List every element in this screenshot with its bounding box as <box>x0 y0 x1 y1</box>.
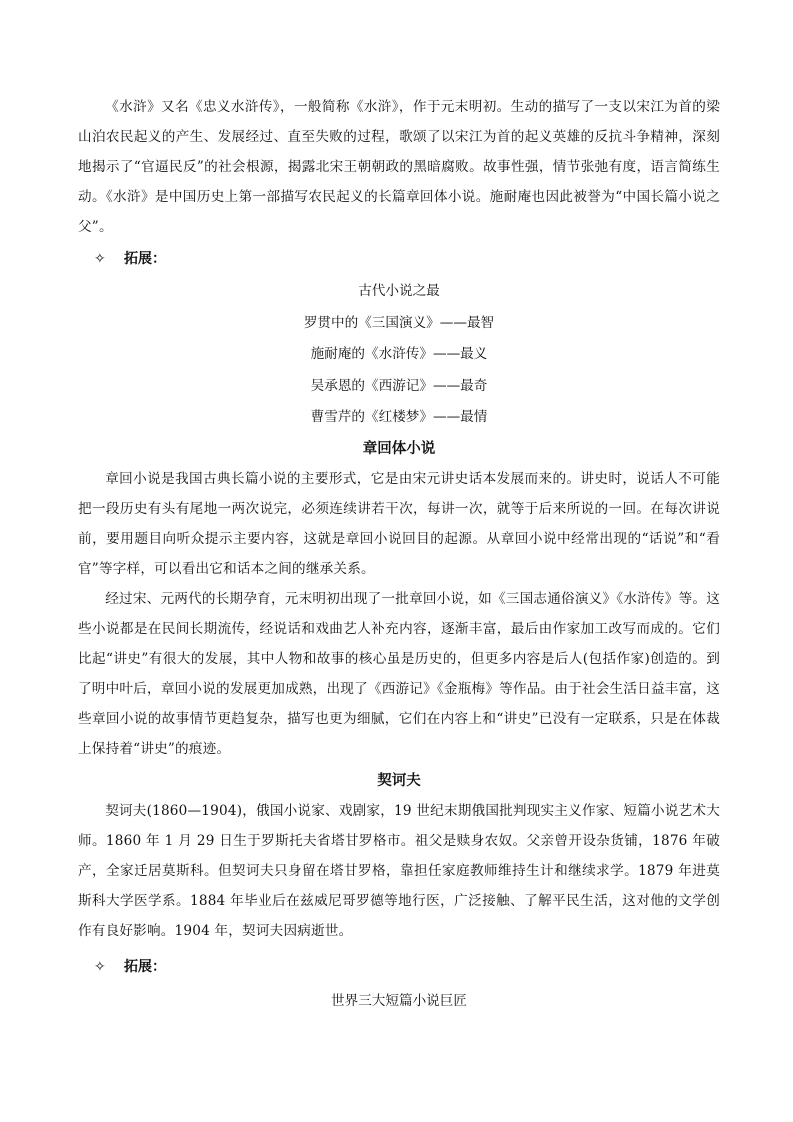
diamond-icon: ✧ <box>94 958 106 975</box>
diamond-icon: ✧ <box>94 251 106 267</box>
zhanghui-paragraph-2: 经过宋、元两代的长期孕育，元末明初出现了一批章回小说，如《三国志通俗演义》《水浒传》等。这些小说都是在民间长期流传，经说话和戏曲艺人补充内容，逐渐丰富，最后由作家加工改写而成的。它们比起“讲史”有很大的发展，其中人物和故事的核心虽是历史的，但更多内容是后人(包括作家)创造的。到了明中叶后，章回小说的发展更加成熟，出现了《西游记》《金瓶梅》等作品。由于社会生活日益丰富，这些章回小说的故事情节更趋复杂，描写也更为细腻，它们在内容上和“讲史”已没有一定联系，只是在体裁上保持着“讲史”的痕迹。 <box>78 590 720 757</box>
section-heading-chekhov: 契诃夫 <box>377 772 421 789</box>
extension-label-text: 拓展： <box>124 958 166 975</box>
extension-title: 世界三大短篇小说巨匠 <box>331 992 467 1009</box>
extension-item: 施耐庵的《水浒传》——最义 <box>310 346 488 362</box>
chekhov-paragraph: 契诃夫(1860—1904)，俄国小说家、戏剧家，19 世纪末期俄国批判现实主义作家、短篇小说艺术大师。1860 年 1 月 29 日生于罗斯托夫省塔甘罗格市。祖父是赎身农奴。父亲曾开设杂货铺，1876 年破产，全家迁居莫斯科。但契诃夫只身留在塔甘罗格，靠担任家庭教师维持生计和继续求学。1879 年进莫斯科大学医学系。1884 年毕业后在兹威尼哥罗德等地行医，广泛接触、了解平民生活，这对他的文学创作有良好影响。1904 年，契诃夫因病逝世。 <box>78 802 720 939</box>
document-content <box>78 92 720 1017</box>
zhanghui-paragraph-1: 章回小说是我国古典长篇小说的主要形式，它是由宋元讲史话本发展而来的。讲史时，说话人不可能把一段历史有头有尾地一两次说完，必须连续讲若干次，每讲一次，就等于后来所说的一回。在每次讲说前，要用题目向听众提示主要内容，这就是章回小说回目的起源。从章回小说中经常出现的“话说”和“看官”等字样，可以看出它和话本之间的继承关系。 <box>78 470 720 577</box>
shuihu-paragraph: 《水浒》又名《忠义水浒传》，一般简称《水浒》，作于元末明初。生动的描写了一支以宋江为首的梁山泊农民起义的产生、发展经过、直至失败的过程，歌颂了以宋江为首的起义英雄的反抗斗争精神，深刻地揭示了“官逼民反”的社会根源，揭露北宋王朝朝政的黑暗腐败。故事性强，情节张弛有度，语言简练生动。《水浒》是中国历史上第一部描写农民起义的长篇章回体小说。施耐庵也因此被誉为“中国长篇小说之父”。 <box>78 99 720 235</box>
extension-item: 吴承恩的《西游记》——最奇 <box>310 377 488 394</box>
extension-label-2 <box>78 950 720 984</box>
section-heading-zhanghui: 章回体小说 <box>362 440 436 457</box>
extension-label-1 <box>78 242 720 276</box>
extension-list-1 <box>78 276 720 434</box>
extension-item: 曹雪芹的《红楼梦》——最情 <box>310 409 488 425</box>
extension-title: 古代小说之最 <box>358 283 440 299</box>
extension-label-text: 拓展： <box>124 251 166 267</box>
extension-item: 罗贯中的《三国演义》——最智 <box>303 314 495 331</box>
